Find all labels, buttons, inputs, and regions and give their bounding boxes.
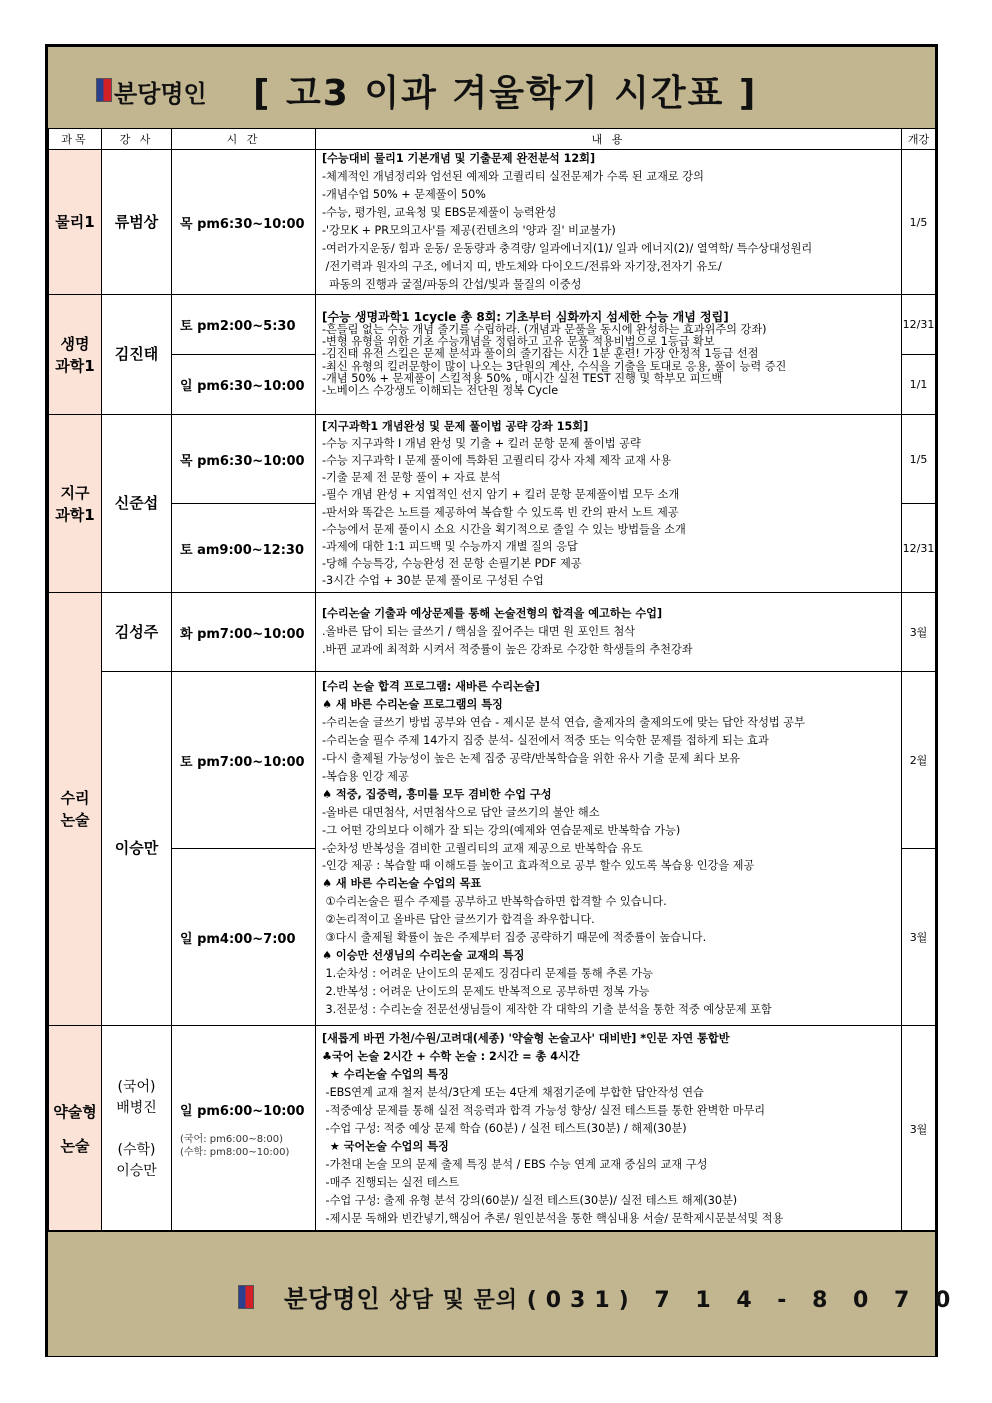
teacher-cell: 김성주: [102, 593, 172, 672]
content-line: -수리논술 필수 주제 14가지 집중 분석- 실전에서 적중 또는 익숙한 문제를 접하게 되는 효과: [322, 734, 769, 748]
content-subheading: ♠ 새 바른 수리논술 프로그램의 특징: [322, 698, 503, 712]
content-line: -김진태 유전 스킬은 문제 분석과 풀이의 줄기잡는 시간 1분 훈련! 가장 안정적 1등급 선점: [322, 347, 759, 361]
phone-number[interactable]: (031) 7 1 4 - 8 0 7 0: [526, 1288, 960, 1313]
timetable-page: [45, 44, 960, 1357]
teacher-cell: 신준섭: [102, 415, 172, 593]
content-line: -복습용 인강 제공: [322, 769, 409, 783]
time-cell: [172, 1026, 316, 1233]
time-cell: 일 pm4:00~7:00: [172, 849, 316, 1026]
time-main: 일 pm6:00~10:00: [180, 1103, 305, 1119]
content-line: -매주 진행되는 실전 테스트: [322, 1176, 460, 1189]
content-cell: [316, 593, 902, 672]
content-line: -올바른 대면첨삭, 서면첨삭으로 답안 글쓰기의 불안 해소: [322, 805, 600, 819]
content-line: -필수 개념 완성 + 지엽적인 선지 암기 + 킬러 문항 문제풀이법 모두 소개: [322, 488, 680, 502]
content-line: -수업 구성: 출제 유형 분석 강의(60분)/ 실전 테스트(30분)/ 실전 테스트 해제(30분): [322, 1194, 738, 1207]
table-row-pharm-essay: [49, 1026, 936, 1233]
content-subheading: ♠ 새 바른 수리논술 수업의 목표: [322, 877, 482, 891]
schedule-table: [48, 128, 936, 1233]
teacher-cell: 김진태: [102, 295, 172, 415]
time-cell: 토 pm2:00~5:30: [172, 295, 316, 355]
content-subheading: ♠ 이승만 선생님의 수리논술 교재의 특징: [322, 948, 525, 962]
table-row-math-essay-2: [49, 672, 936, 849]
content-line: ①수리논술은 필수 주제를 공부하고 반복학습하면 합격할 수 있습니다.: [322, 895, 667, 909]
content-line: -다시 출제될 가능성이 높은 논제 집중 공략/반복학습을 위한 유사 기출 문제 최다 보유: [322, 752, 740, 766]
content-subheading: ♣국어 논술 2시간 + 수학 논술 : 2시간 = 총 4시간: [322, 1050, 580, 1063]
open-date-cell: 12/31: [902, 295, 936, 355]
content-cell: [316, 415, 902, 593]
content-line: -수업 구성: 적중 예상 문제 학습 (60분) / 실전 테스트(30분) / 해제(30분): [322, 1122, 687, 1135]
content-line: -개념수업 50% + 문제풀이 50%: [322, 188, 486, 201]
subject-cell: 물리1: [49, 150, 102, 295]
content-line: -가천대 논술 모의 문제 출제 특징 분석 / EBS 수능 연계 교재 중심의 교재 구성: [322, 1158, 708, 1171]
footer-brand: 분당명인: [284, 1285, 381, 1313]
content-line: 1.순차성 : 어려운 난이도의 문제도 징검다리 문제를 통해 추론 가능: [322, 966, 653, 980]
content-line: -수리논술 글쓰기 방법 공부와 연습 - 제시문 분석 연습, 출제자의 출제의도에 맞는 답안 작성법 공부: [322, 716, 805, 730]
open-date-cell: 12/31: [902, 504, 936, 593]
content-line: .올바른 답이 되는 글쓰기 / 핵심을 짚어주는 대면 원 포인트 첨삭: [322, 625, 636, 638]
table-header-row: [49, 129, 936, 150]
time-cell: 토 am9:00~12:30: [172, 504, 316, 593]
content-cell: [316, 672, 902, 1026]
content-cell: [316, 1026, 902, 1233]
content-line: -여러가지운동/ 힘과 운동/ 운동량과 충격량/ 일과에너지(1)/ 일과 에너지(2)/ 열역학/ 특수상대성원리: [322, 242, 813, 255]
content-line: -수능에서 문제 풀이시 소요 시간을 획기적으로 줄일 수 있는 방법들을 소개: [322, 522, 686, 536]
content-line: -수능, 평가원, 교육청 및 EBS문제풀이 능력완성: [322, 206, 557, 219]
content-line: -변형 유형을 위한 기초 수능개념을 정립하고 고유 문풀 적용비법으로 1등급 확보: [322, 335, 715, 349]
time-cell: 목 pm6:30~10:00: [172, 150, 316, 295]
open-date-cell: 1/5: [902, 150, 936, 295]
teacher-cell: 류범상: [102, 150, 172, 295]
content-subheading: ♠ 적중, 집중력, 흥미를 모두 겸비한 수업 구성: [322, 787, 552, 801]
table-row-earth: [49, 415, 936, 504]
column-header-subject: 과목: [49, 129, 102, 150]
content-line: -3시간 수업 + 30분 문제 풀이로 구성된 수업: [322, 573, 544, 587]
subject-cell: 지구 과학1: [49, 415, 102, 593]
content-cell: [316, 150, 902, 295]
content-line: -순차성 반복성을 겸비한 고퀄리티의 교재 제공으로 반복학습 유도: [322, 841, 643, 855]
open-date-cell: 2월: [902, 672, 936, 849]
column-header-content: 내 용: [316, 129, 902, 150]
content-heading: [수리 논술 합격 프로그램: 새바른 수리논술]: [322, 680, 540, 694]
subject-cell: 수리 논술: [49, 593, 102, 1026]
subject-cell: 약술형 논술: [49, 1026, 102, 1233]
subject-cell: 생명 과학1: [49, 295, 102, 415]
content-subheading: ★ 국어논술 수업의 특징: [322, 1140, 449, 1153]
content-line: -기출 문제 전 문항 풀이 + 자료 분석: [322, 471, 501, 485]
table-row-bio: [49, 295, 936, 355]
table-row-physics: [49, 150, 936, 295]
open-date-cell: 1/5: [902, 415, 936, 504]
academy-logo-icon: [238, 1285, 254, 1309]
open-date-cell: 3월: [902, 593, 936, 672]
contact-info: [284, 1279, 959, 1314]
content-line: -과제에 대한 1:1 피드백 및 수능까지 개별 질의 응답: [322, 539, 578, 553]
content-line: -EBS연계 교재 철저 분석/3단계 또는 4단계 채점기준에 부합한 답안작성 연습: [322, 1086, 704, 1099]
time-cell: 목 pm6:30~10:00: [172, 415, 316, 504]
open-date-cell: 3월: [902, 849, 936, 1026]
content-heading: [수리논술 기출과 예상문제를 통해 논술전형의 합격을 예고하는 수업]: [322, 607, 663, 620]
content-line: ②논리적이고 올바른 답안 글쓰기가 합격을 좌우합니다.: [322, 913, 595, 927]
page-title: [ 고3 이과 겨울학기 시간표 ]: [253, 73, 758, 114]
content-heading: [새롭게 바뀐 가천/수원/고려대(세종) '약술형 논술고사' 대비반] *인문 자연 통합반: [322, 1032, 730, 1045]
teacher-cell: 이승만: [102, 672, 172, 1026]
content-line: -제시문 독해와 빈칸넣기,핵심어 추론/ 원인분석을 통한 핵심내용 서술/ 문학제시문분석및 적용: [322, 1212, 784, 1225]
column-header-teacher: 강 사: [102, 129, 172, 150]
content-line: -수능 지구과학 I 개념 완성 및 기출 + 킬러 문항 문제 풀이법 공략: [322, 437, 641, 451]
footer-text: 상담 및 문의: [389, 1288, 519, 1313]
content-line: -'강모K + PR모의고사'를 제공(컨텐츠의 '양과 질' 비교불가): [322, 224, 616, 237]
content-line: -판서와 똑같은 노트를 제공하여 복습할 수 있도록 빈 칸의 판서 노트 제공: [322, 505, 679, 519]
content-line: -최신 유형의 킬러문항이 많이 나오는 3단원의 계산, 수식을 기출을 토대로 응용, 풀이 능력 증진: [322, 359, 787, 373]
content-heading: [지구과학1 개념완성 및 문제 풀이법 공략 강좌 15회]: [322, 420, 589, 434]
content-line: .바뀐 교과에 최적화 시켜서 적중률이 높은 강좌로 수강한 학생들의 추천강좌: [322, 643, 693, 656]
column-header-time: 시 간: [172, 129, 316, 150]
content-line: -그 어떤 강의보다 이해가 잘 되는 강의(예제와 연습문제로 반복학습 가능): [322, 823, 681, 837]
page-footer: [48, 1230, 960, 1356]
content-heading: [수능대비 물리1 기본개념 및 기출문제 완전분석 12회]: [322, 152, 596, 165]
content-line: -흔들림 없는 수능 개념 줄기를 수립하라. (개념과 문풀을 동시에 완성하는 효과위주의 강좌): [322, 322, 767, 336]
brand-name: 분당명인: [114, 80, 207, 108]
time-note: (국어: pm6:00~8:00) (수학: pm8:00~10:00): [180, 1133, 290, 1158]
content-line: /전기력과 원자의 구조, 에너지 띠, 반도체와 다이오드/전류와 자기장,전자기 유도/: [322, 260, 722, 273]
content-line: -노베이스 수강생도 이해되는 전단원 정복 Cycle: [322, 384, 559, 398]
academy-logo-icon: [96, 78, 112, 102]
content-line: 2.반복성 : 어려운 난이도의 문제도 반복적으로 공부하면 정복 가능: [322, 984, 650, 998]
teacher-cell: (국어) 배병진 (수학) 이승만: [102, 1026, 172, 1233]
content-line: 3.전문성 : 수리논술 전문선생님들이 제작한 각 대학의 기출 분석을 통한 적중 예상문제 포함: [322, 1002, 772, 1016]
content-line: -인강 제공 : 복습할 때 이해도를 높이고 효과적으로 공부 할수 있도록 복습용 인강을 제공: [322, 859, 755, 873]
content-heading: [수능 생명과학1 1cycle 총 8회: 기초부터 심화까지 섬세한 수능 개념 정립]: [322, 310, 729, 325]
time-cell: 토 pm7:00~10:00: [172, 672, 316, 849]
content-line: -체계적인 개념정리와 엄선된 예제와 고퀄리티 실전문제가 수록 된 교재로 강의: [322, 170, 704, 183]
content-cell: [316, 295, 902, 415]
time-cell: 화 pm7:00~10:00: [172, 593, 316, 672]
content-subheading: ★ 수리논술 수업의 특징: [322, 1068, 449, 1081]
page-header: [48, 47, 935, 130]
open-date-cell: 1/1: [902, 355, 936, 415]
content-line: -당해 수능특강, 수능완성 전 문항 손필기본 PDF 제공: [322, 556, 582, 570]
content-line: 파동의 진행과 굴절/파동의 간섭/빛과 물질의 이중성: [322, 278, 582, 291]
content-line: -수능 지구과학 I 문제 풀이에 특화된 고퀄리티 강사 자체 제작 교재 사용: [322, 454, 672, 468]
table-row-math-essay: [49, 593, 936, 672]
column-header-open: 개강: [902, 129, 936, 150]
content-line: -개념 50% + 문제풀이 스킬적용 50% , 매시간 실전 TEST 진행 및 학부모 피드백: [322, 371, 723, 385]
open-date-cell: 3월: [902, 1026, 936, 1233]
content-line: ③다시 출제될 확률이 높은 주제부터 집중 공략하기 때문에 적중률이 높습니다.: [322, 931, 707, 945]
time-cell: 일 pm6:30~10:00: [172, 355, 316, 415]
content-line: -적중예상 문제를 통해 실전 적응력과 합격 가능성 향상/ 실전 테스트를 통한 완벽한 마무리: [322, 1104, 766, 1117]
